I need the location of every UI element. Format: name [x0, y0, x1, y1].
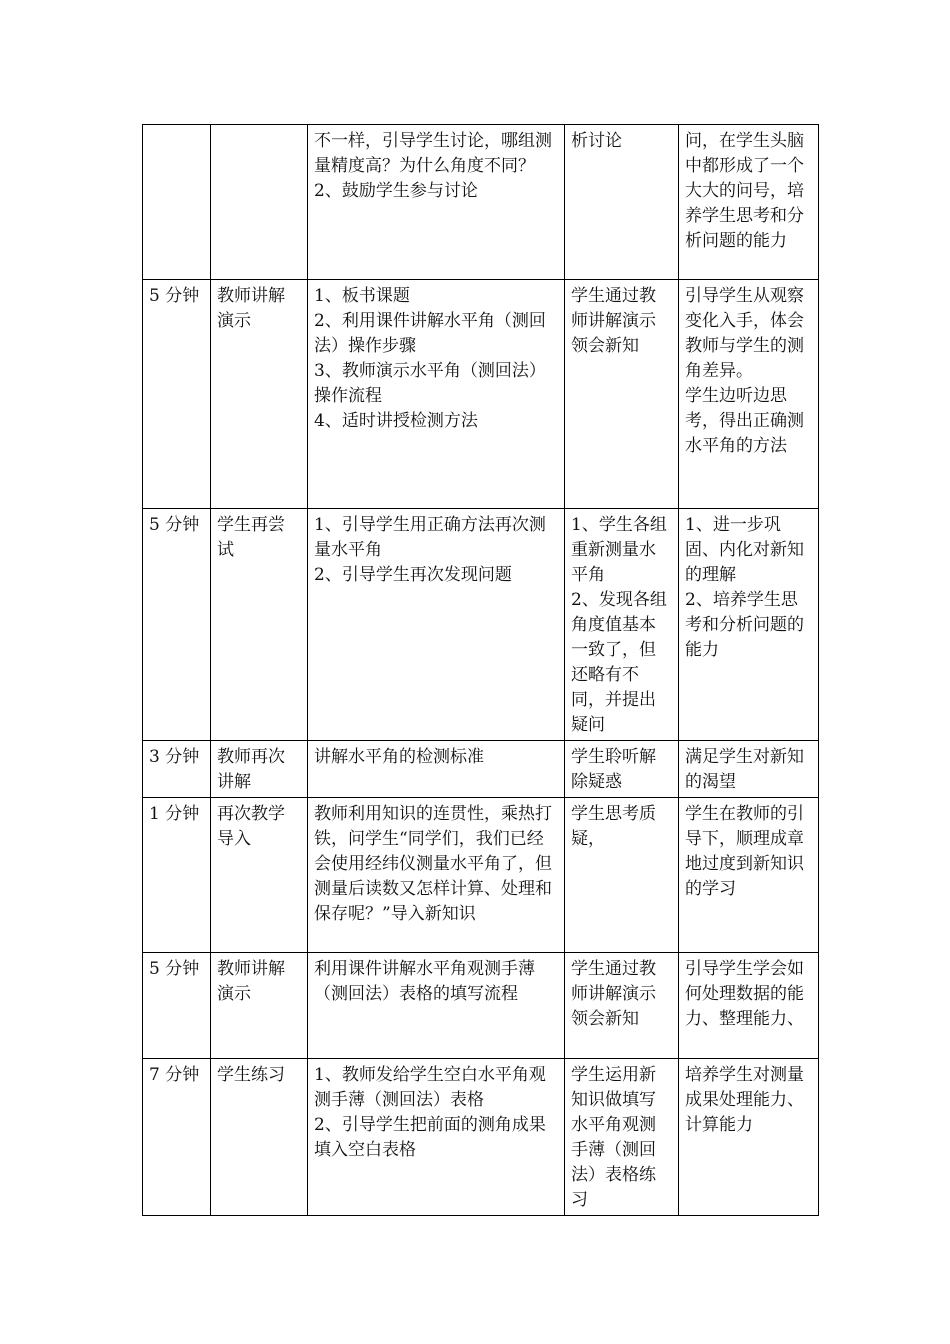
table-row — [143, 280, 819, 509]
time-cell: 1 分钟 — [143, 798, 211, 953]
phase-cell — [211, 125, 308, 280]
design-intent-cell: 引导学生从观察变化入手，体会教师与学生的测角差异。 学生边听边思考，得出正确测水平角的方法 — [679, 280, 819, 509]
table-row — [143, 798, 819, 953]
teacher-activity-cell: 教师利用知识的连贯性，乘热打铁，问学生“同学们，我们已经会使用经纬仪测量水平角了，但测量后读数又怎样计算、处理和保存呢？”导入新知识 — [308, 798, 565, 953]
teacher-activity-cell: 1、板书课题 2、利用课件讲解水平角（测回法）操作步骤 3、教师演示水平角（测回法）操作流程 4、适时讲授检测方法 — [308, 280, 565, 509]
design-intent-cell: 引导学生学会如何处理数据的能力、整理能力、 — [679, 953, 819, 1059]
table-row — [143, 953, 819, 1059]
table-row — [143, 509, 819, 741]
design-intent-cell: 问，在学生头脑中都形成了一个大大的问号，培养学生思考和分析问题的能力 — [679, 125, 819, 280]
student-activity-cell: 学生运用新知识做填写水平角观测手薄（测回法）表格练习 — [565, 1059, 679, 1216]
table-row — [143, 1059, 819, 1216]
teacher-activity-cell: 利用课件讲解水平角观测手薄（测回法）表格的填写流程 — [308, 953, 565, 1059]
phase-cell: 再次教学导入 — [211, 798, 308, 953]
time-cell: 5 分钟 — [143, 280, 211, 509]
table-row — [143, 125, 819, 280]
teacher-activity-cell: 1、教师发给学生空白水平角观测手薄（测回法）表格 2、引导学生把前面的测角成果填入空白表格 — [308, 1059, 565, 1216]
phase-cell: 学生再尝试 — [211, 509, 308, 741]
phase-cell: 教师讲解演示 — [211, 280, 308, 509]
design-intent-cell: 1、进一步巩固、内化对新知的理解 2、培养学生思考和分析问题的能力 — [679, 509, 819, 741]
student-activity-cell: 学生通过教师讲解演示领会新知 — [565, 280, 679, 509]
design-intent-cell: 培养学生对测量成果处理能力、计算能力 — [679, 1059, 819, 1216]
time-cell — [143, 125, 211, 280]
student-activity-cell: 析讨论 — [565, 125, 679, 280]
design-intent-cell: 学生在教师的引导下，顺理成章地过度到新知识的学习 — [679, 798, 819, 953]
student-activity-cell: 学生聆听解除疑惑 — [565, 741, 679, 798]
phase-cell: 学生练习 — [211, 1059, 308, 1216]
student-activity-cell: 学生通过教师讲解演示领会新知 — [565, 953, 679, 1059]
design-intent-cell: 满足学生对新知的渴望 — [679, 741, 819, 798]
teacher-activity-cell: 1、引导学生用正确方法再次测量水平角 2、引导学生再次发现问题 — [308, 509, 565, 741]
teacher-activity-cell: 讲解水平角的检测标准 — [308, 741, 565, 798]
teacher-activity-cell: 不一样，引导学生讨论，哪组测量精度高？为什么角度不同？ 2、鼓励学生参与讨论 — [308, 125, 565, 280]
phase-cell: 教师讲解演示 — [211, 953, 308, 1059]
lesson-plan-table — [142, 124, 819, 1216]
student-activity-cell: 1、学生各组重新测量水平角 2、发现各组角度值基本一致了，但还略有不同，并提出疑问 — [565, 509, 679, 741]
time-cell: 5 分钟 — [143, 953, 211, 1059]
time-cell: 5 分钟 — [143, 509, 211, 741]
phase-cell: 教师再次讲解 — [211, 741, 308, 798]
table-row — [143, 741, 819, 798]
time-cell: 3 分钟 — [143, 741, 211, 798]
student-activity-cell: 学生思考质疑， — [565, 798, 679, 953]
time-cell: 7 分钟 — [143, 1059, 211, 1216]
